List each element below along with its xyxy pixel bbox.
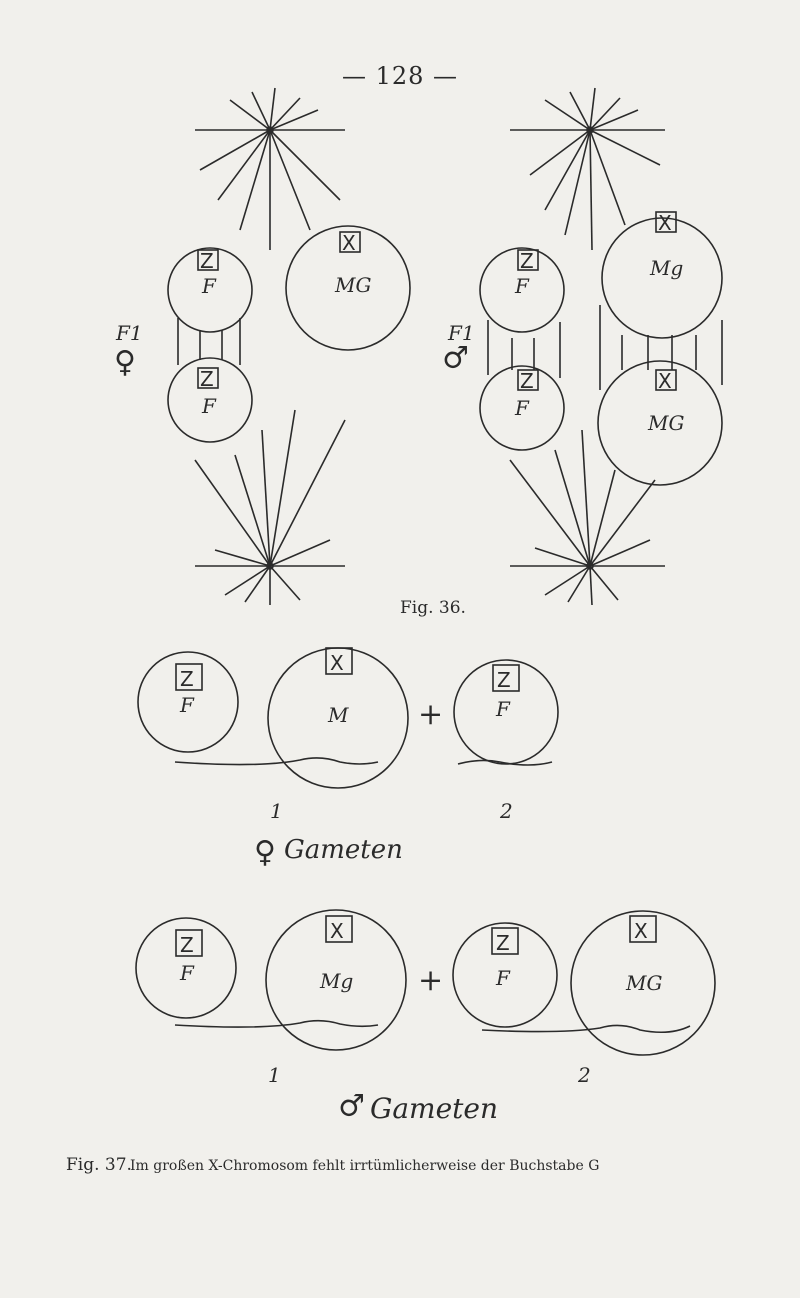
figure-37-caption: Im großen X-Chromosom fehlt irrtümlicherweise der Buchstabe G: [130, 1158, 600, 1174]
female-gametes-symbol-icon: ♀: [254, 835, 276, 870]
z-letter: Z: [180, 667, 194, 691]
female-gamete-index-1: 1: [270, 799, 283, 823]
male-top-aster: [510, 88, 665, 250]
mg-gene-label: MG: [335, 273, 372, 297]
f-gene-label: F: [202, 394, 216, 418]
female-top-aster: [195, 88, 345, 250]
male-symbol-icon: ♂: [442, 341, 469, 376]
z-letter: Z: [520, 369, 534, 393]
x-letter: X: [330, 919, 344, 943]
mg-gene-label: Mg: [320, 969, 354, 993]
x-letter: X: [342, 231, 356, 255]
x-letter: X: [330, 651, 344, 675]
z-letter: Z: [180, 933, 194, 957]
figure-36-caption: Fig. 36.: [400, 598, 466, 618]
male-bottom-aster: [510, 430, 665, 605]
mg-gene-label: MG: [648, 411, 685, 435]
z-letter: Z: [200, 249, 214, 273]
mg-gene-label: Mg: [650, 256, 684, 280]
f-gene-label: F: [180, 693, 194, 717]
z-letter: Z: [200, 367, 214, 391]
male-gamete-index-1: 1: [268, 1063, 281, 1087]
page-number: — 128 —: [341, 62, 459, 90]
plus-sign: +: [418, 963, 444, 998]
female-bottom-aster: [195, 410, 345, 605]
f-gene-label: F: [515, 274, 529, 298]
z-letter: Z: [496, 931, 510, 955]
figure-37-label: Fig. 37.: [66, 1155, 132, 1175]
plus-sign: +: [418, 697, 444, 732]
female-gamete-index-2: 2: [500, 799, 513, 823]
z-letter: Z: [520, 249, 534, 273]
x-letter: X: [634, 919, 648, 943]
male-gametes-title: Gameten: [370, 1092, 499, 1125]
male-generation-label: F1: [448, 321, 475, 345]
f-gene-label: F: [180, 961, 194, 985]
x-letter: X: [658, 211, 672, 235]
female-generation-label: F1: [116, 321, 143, 345]
male-gamete-index-2: 2: [578, 1063, 591, 1087]
f-gene-label: F: [515, 396, 529, 420]
f-gene-label: F: [202, 274, 216, 298]
female-symbol-icon: ♀: [114, 345, 136, 380]
f-gene-label: F: [496, 966, 510, 990]
m-gene-label: M: [328, 703, 349, 727]
x-letter: X: [658, 369, 672, 393]
female-gametes-title: Gameten: [284, 835, 403, 865]
mg-gene-label: MG: [626, 971, 663, 995]
f-gene-label: F: [496, 697, 510, 721]
male-gametes-symbol-icon: ♂: [338, 1089, 365, 1124]
z-letter: Z: [497, 668, 511, 692]
